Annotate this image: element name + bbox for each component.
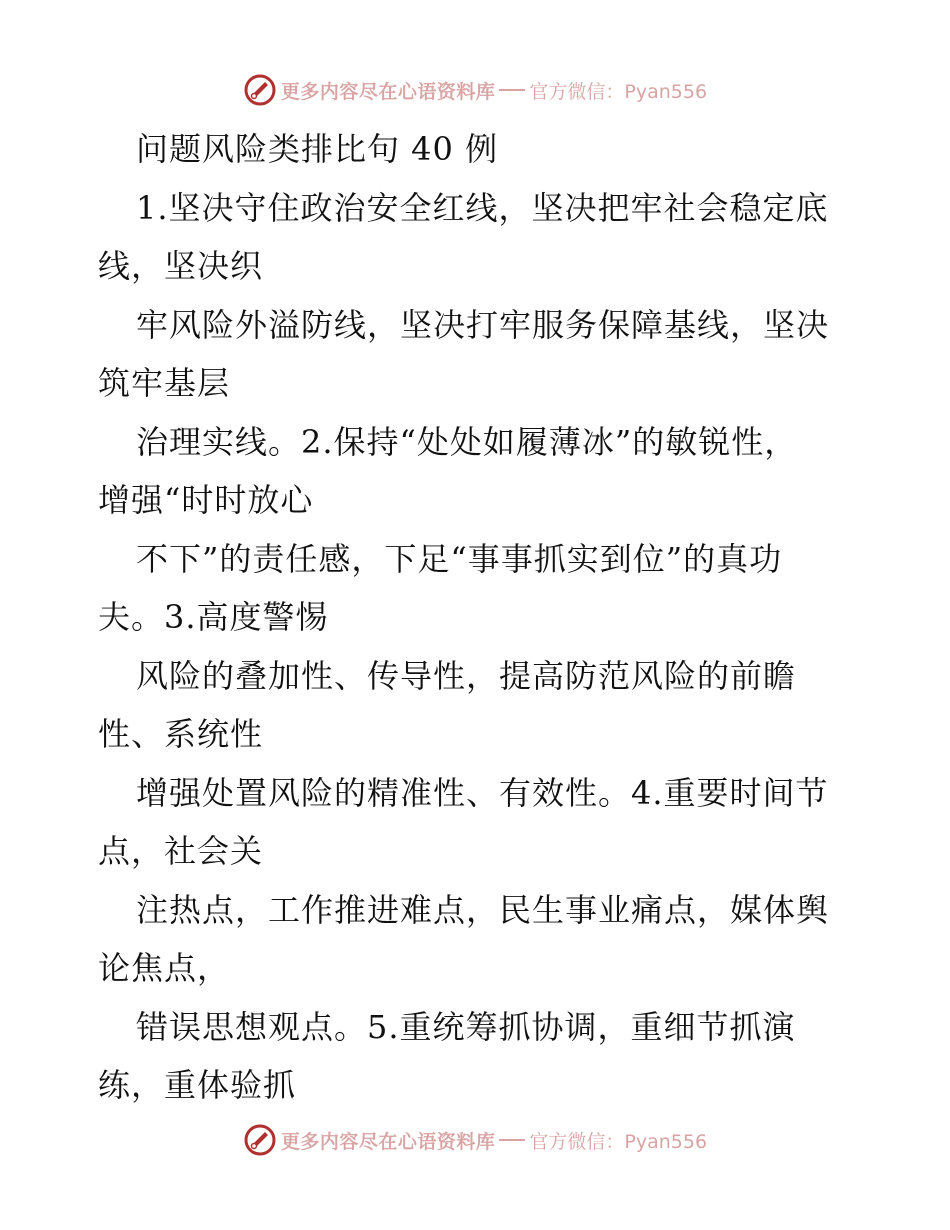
document-line: 1.坚决守住政治安全红线，坚决把牢社会稳定底 [136,188,829,227]
document-line: 筑牢基层 [98,364,231,402]
document-body [98,120,858,1115]
document-line: 牢风险外溢防线，坚决打牢服务保障基线，坚决 [136,305,830,344]
document-title: 问题风险类排比句 40 例 [136,130,499,168]
header-banner-main-text: 更多内容尽在心语资料库 [280,80,496,103]
document-line: 风险的叠加性、传导性，提高防范风险的前瞻 [136,656,797,695]
header-banner [0,70,950,110]
brand-logo-icon [243,73,277,107]
footer-banner-separator [499,1139,525,1141]
brand-logo-icon [243,1123,277,1157]
header-banner-sub-text: 官方微信：Pyan556 [529,80,708,103]
document-line: 错误思想观点。5.重统筹抓协调，重细节抓演 [136,1007,796,1046]
document-line: 论焦点， [98,949,231,987]
footer-banner [0,1120,950,1160]
document-line: 线，坚决织 [98,247,264,285]
footer-banner-sub-text: 官方微信：Pyan556 [529,1130,708,1153]
document-line: 性、系统性 [98,715,264,753]
document-line: 增强处置风险的精准性、有效性。4.重要时间节 [136,773,829,812]
document-line: 点，社会关 [98,832,264,870]
document-line: 治理实线。2.保持“处处如履薄冰”的敏锐性， [136,422,798,461]
document-line: 练，重体验抓 [98,1066,297,1104]
document-line: 夫。3.高度警惕 [98,598,329,636]
document-line: 增强“时时放心 [98,481,314,519]
header-banner-separator [499,89,525,91]
document-line: 注热点，工作推进难点，民生事业痛点，媒体舆 [136,890,830,929]
footer-banner-main-text: 更多内容尽在心语资料库 [280,1130,496,1153]
document-line: 不下”的责任感，下足“事事抓实到位”的真功 [136,539,783,578]
